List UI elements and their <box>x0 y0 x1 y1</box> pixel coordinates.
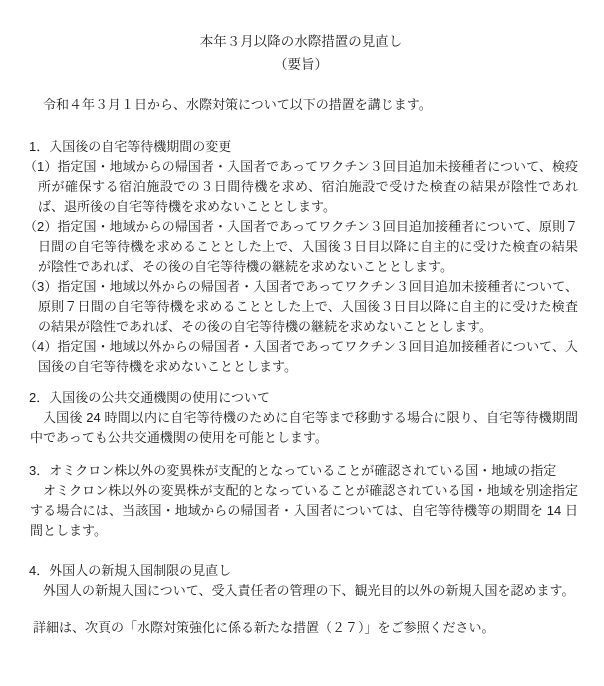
section-4-body: 外国人の新規入国について、受入責任者の管理の下、観光目的以外の新規入国を認めます。 <box>43 583 575 598</box>
section-1-heading: 1．入国後の自宅等待機期間の変更 <box>29 139 232 154</box>
section-2 <box>24 388 578 448</box>
section-1-item-4: （4）指定国・地域以外からの帰国者・入国者であってワクチン３回目追加接種者について、入国後の自宅等待機を求めないこととします。 <box>24 339 578 374</box>
section-4 <box>24 561 578 601</box>
section-3-body: オミクロン株以外の変異株が支配的となっていることが確認されている国・地域を別途指定する場合には、当該国・地域からの帰国者・入国者については、自宅等待機等の期間を 14 日間とします。 <box>30 483 578 538</box>
section-1 <box>24 137 578 377</box>
section-1-item-1: （1）指定国・地域からの帰国者・入国者であってワクチン３回目追加未接種者について、検疫所が確保する宿泊施設での３日間待機を求め、宿泊施設で受けた検査の結果が陰性であれば、退所後の自宅等待機を求めないこととします。 <box>24 159 578 214</box>
section-2-heading: 2．入国後の公共交通機関の使用について <box>29 390 270 405</box>
reference-note: 詳細は、次頁の「水際対策強化に係る新たな措置（２７）」をご参照ください。 <box>33 620 495 635</box>
section-3 <box>24 461 578 541</box>
document-subtitle: （要旨） <box>274 57 328 72</box>
section-3-heading: 3．オミクロン株以外の変異株が支配的となっていることが確認されている国・地域の指定 <box>29 463 557 478</box>
section-4-heading: 4．外国人の新規入国制限の見直し <box>29 563 232 578</box>
section-2-body: 入国後 24 時間以内に自宅等待機のために自宅等まで移動する場合に限り、自宅等待機期間中であっても公共交通機関の使用を可能とします。 <box>30 410 578 445</box>
section-1-item-3: （3）指定国・地域以外からの帰国者・入国者であってワクチン３回目追加未接種者について、原則７日間の自宅等待機を求めることとした上で、入国後３日目以降に自主的に受けた検査の結果が陰性であれば、その後の自宅等待機の継続を求めないこととします。 <box>24 279 578 334</box>
section-1-item-2: （2）指定国・地域からの帰国者・入国者であってワクチン３回目追加接種者について、原則７日間の自宅等待機を求めることとした上で、入国後３日目以降に自主的に受けた検査の結果が陰性であれば、その後の自宅等待機の継続を求めないこととします。 <box>24 219 578 274</box>
document-title: 本年３月以降の水際措置の見直し <box>199 34 403 49</box>
intro-paragraph: 令和４年３月１日から、水際対策について以下の措置を講じます。 <box>43 97 432 112</box>
